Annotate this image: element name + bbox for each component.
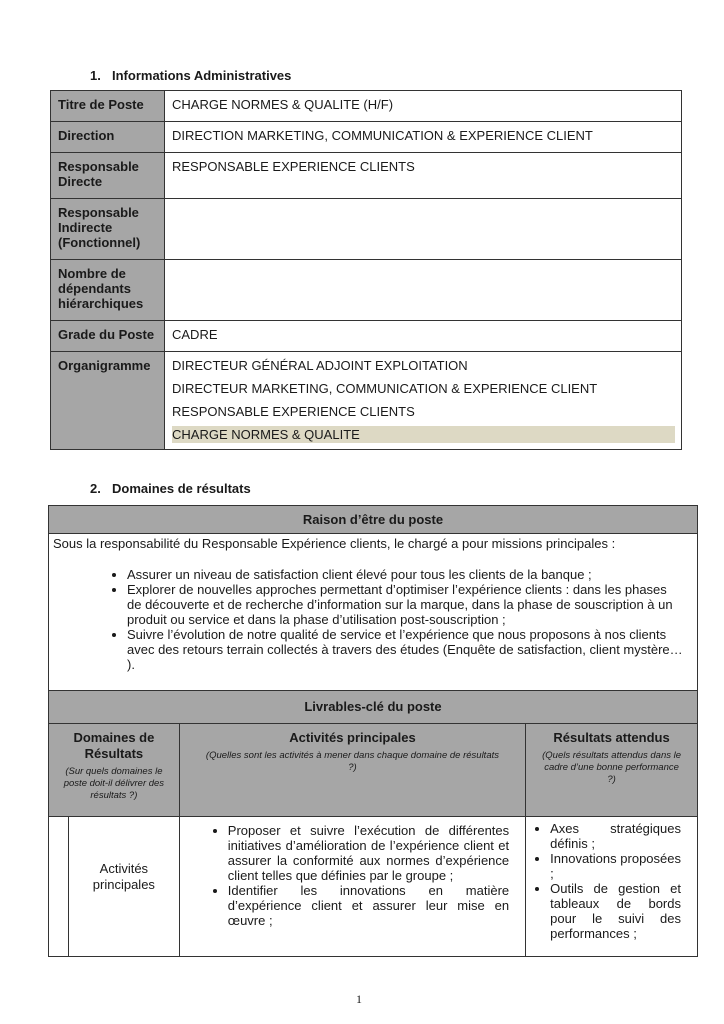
column-subtitle: (Quelles sont les activités à mener dans chaque domaine de résultats ?)	[205, 750, 499, 773]
column-title: Domaines de Résultats	[73, 730, 155, 761]
section-1-number: 1.	[90, 68, 101, 83]
table-row	[51, 321, 682, 352]
row-stub	[49, 817, 69, 957]
list-item: • Proposer et suivre l’exécution de différentes initiatives d’amélioration de l’expérience client et assurer la conformité aux normes d’expérience client telles que définies par le groupe ;	[228, 823, 519, 883]
organigramme-line: DIRECTEUR MARKETING, COMMUNICATION & EXPERIENCE CLIENT	[172, 381, 598, 396]
section-2-title	[90, 481, 251, 496]
domain-cell: Activités principales	[68, 817, 179, 957]
row-label: Responsable Directe	[51, 153, 165, 199]
row-value	[165, 199, 682, 260]
list-item: • Identifier les innovations en matière d’expérience client et assurer leur mise en œuvre ;	[228, 883, 519, 928]
row-label: Organigramme	[51, 352, 165, 450]
list-item: • Innovations proposées ;	[550, 851, 691, 881]
column-subtitle: (Quels résultats attendus dans le cadre d’une bonne performance ?)	[542, 750, 682, 785]
activities-list	[180, 823, 525, 928]
row-label: Responsable Indirecte (Fonctionnel)	[51, 199, 165, 260]
column-header-activities	[179, 724, 525, 817]
organigramme-line: RESPONSABLE EXPERIENCE CLIENTS	[172, 404, 415, 419]
organigramme-line: DIRECTEUR GÉNÉRAL ADJOINT EXPLOITATION	[172, 358, 468, 373]
column-header-domains	[49, 724, 180, 817]
list-item: • Outils de gestion et tableaux de bords pour le suivi des performances ;	[550, 881, 691, 941]
section-1-title	[90, 68, 291, 83]
section-2-number: 2.	[90, 481, 101, 496]
column-header-results	[526, 724, 698, 817]
list-item: • Suivre l’évolution de notre qualité de service et l’expérience que nous proposons à nos clients avec des retours terrain collectés à travers des études (Enquête de satisfaction, client mystère… ).	[127, 627, 693, 672]
row-value	[165, 260, 682, 321]
row-value: DIRECTION MARKETING, COMMUNICATION & EXPERIENCE CLIENT	[165, 122, 682, 153]
section-2-heading: Domaines de résultats	[112, 481, 251, 496]
table-row-organigramme	[51, 352, 682, 450]
raison-intro: Sous la responsabilité du Responsable Expérience clients, le chargé a pour missions principales :	[53, 536, 616, 551]
list-item: • Assurer un niveau de satisfaction client élevé pour tous les clients de la banque ;	[127, 567, 693, 582]
results-list	[526, 821, 697, 941]
table-row	[51, 260, 682, 321]
results-domains-table	[48, 505, 698, 957]
column-title: Activités principales	[289, 730, 416, 745]
column-title: Résultats attendus	[553, 730, 670, 745]
row-label: Direction	[51, 122, 165, 153]
results-cell	[526, 817, 698, 957]
table-row	[51, 153, 682, 199]
column-header-row	[49, 724, 698, 817]
section-1-heading: Informations Administratives	[112, 68, 292, 83]
list-item: • Axes stratégiques définis ;	[550, 821, 691, 851]
row-label: Nombre de dépendants hiérarchiques	[51, 260, 165, 321]
column-subtitle: (Sur quels domaines le poste doit-il délivrer des résultats ?)	[63, 766, 165, 801]
list-item: • Explorer de nouvelles approches permettant d’optimiser l’expérience clients : dans les phases de découverte et de recherche d’information sur la marque, dans la phase de souscription à un produit ou service et dans la phase d’utilisation post-souscription ;	[127, 582, 693, 627]
raison-header-row	[49, 506, 698, 534]
raison-body	[49, 534, 698, 691]
raison-body-row	[49, 534, 698, 691]
table-row	[51, 91, 682, 122]
page-number: 1	[356, 992, 362, 1006]
table-row	[49, 817, 698, 957]
livrables-header-row	[49, 691, 698, 724]
table-row	[51, 122, 682, 153]
organigramme-line-current: CHARGE NORMES & QUALITE	[172, 426, 675, 443]
livrables-header: Livrables-clé du poste	[49, 691, 698, 724]
row-label: Grade du Poste	[51, 321, 165, 352]
row-value: RESPONSABLE EXPERIENCE CLIENTS	[165, 153, 682, 199]
row-value: CADRE	[165, 321, 682, 352]
row-value: CHARGE NORMES & QUALITE (H/F)	[165, 91, 682, 122]
table-row	[51, 199, 682, 260]
raison-header: Raison d’être du poste	[49, 506, 698, 534]
administrative-info-table	[50, 90, 682, 450]
activities-cell	[179, 817, 525, 957]
row-label: Titre de Poste	[51, 91, 165, 122]
organigramme-chain	[165, 352, 682, 450]
raison-bullet-list	[53, 567, 693, 672]
